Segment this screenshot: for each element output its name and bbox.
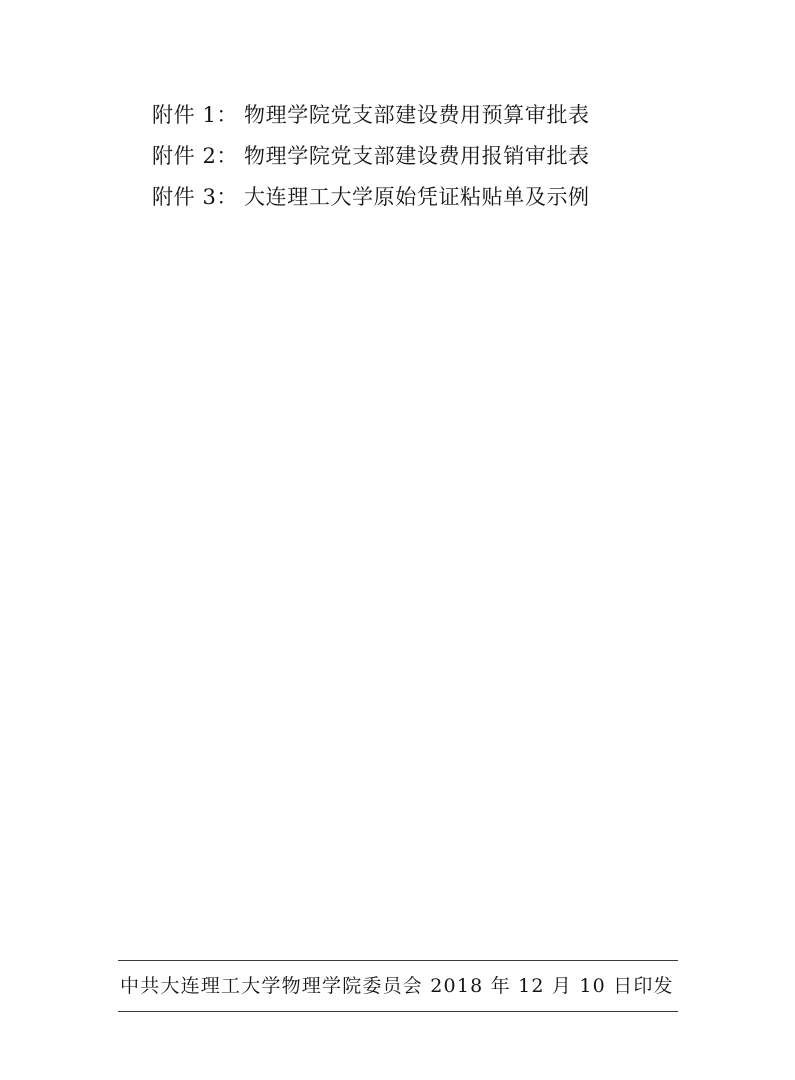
list-item (152, 177, 672, 218)
list-item (152, 95, 672, 136)
attachment-label: 附件 3： (152, 185, 239, 209)
footer-issuer-text: 中共大连理工大学物理学院委员会 2018 年 12 月 10 日印发 (120, 975, 674, 997)
attachment-label: 附件 1： (152, 103, 239, 127)
document-footer (118, 960, 678, 1012)
attachment-title: 物理学院党支部建设费用预算审批表 (244, 103, 590, 127)
attachment-label: 附件 2： (152, 144, 239, 168)
list-item (152, 136, 672, 177)
attachment-list (152, 95, 672, 218)
attachment-title: 物理学院党支部建设费用报销审批表 (244, 144, 590, 168)
footer-divider-bottom (118, 1011, 678, 1012)
attachment-title: 大连理工大学原始凭证粘贴单及示例 (244, 185, 590, 209)
